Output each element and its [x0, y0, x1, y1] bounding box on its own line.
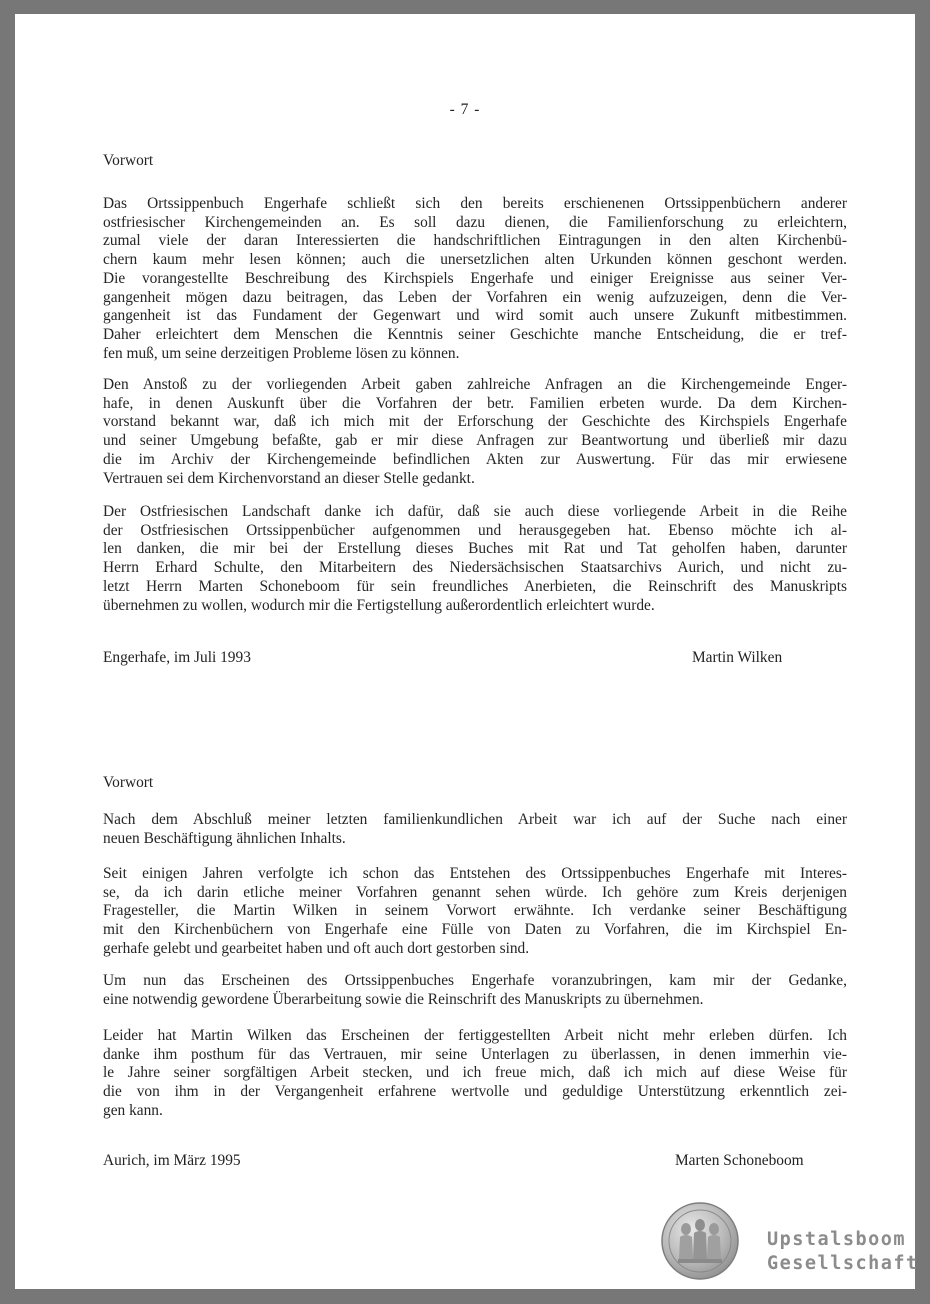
text-line: Leider hat Martin Wilken das Erscheinen der fertiggestellten Arbeit nicht mehr erleben dürfen. Ich	[103, 1027, 847, 1044]
section1-place-date: Engerhafe, im Juli 1993	[103, 649, 251, 666]
section1-signature: Martin Wilken	[692, 649, 783, 666]
text-line: se, da ich darin etliche meiner Vorfahren genannt sehen würde. Ich gehöre zum Kreis derjenigen	[103, 883, 847, 901]
section2-place-date: Aurich, im März 1995	[103, 1152, 241, 1169]
text-line: hafe, in denen Auskunft über die Vorfahren der betr. Familien erbeten wurde. Da dem Kirchen-	[103, 394, 847, 412]
text-line: letzt Herrn Marten Schoneboom für sein freundliches Anerbieten, die Reinschrift des Manuskripts	[103, 577, 847, 595]
text-line: der Ostfriesischen Ortssippenbücher aufgenommen und herausgegeben hat. Ebenso möchte ich al-	[103, 521, 847, 539]
text-line: gen kann.	[103, 1101, 163, 1119]
text-line: le Jahre seiner sorgfältigen Arbeit stecken, und ich freue mich, daß ich mich auf diese Weise für	[103, 1064, 847, 1082]
section1-body-3	[103, 503, 847, 615]
text-line: len danken, die mir bei der Erstellung dieses Buches mit Rat und Tat geholfen haben, darunter	[103, 540, 847, 558]
text-line: gangenheit ist das Fundament der Gegenwart und wird somit auch unsere Zukunft mitbestimmen.	[103, 307, 847, 325]
text-line: chern kaum mehr lesen können; auch die unersetzlichen alten Urkunden können geschont werden.	[103, 251, 847, 269]
section2-body-3	[103, 972, 847, 1009]
text-line: eine notwendig gewordene Überarbeitung sowie die Reinschrift des Manuskripts zu übernehmen.	[103, 990, 704, 1008]
section1-heading: Vorwort	[103, 152, 154, 169]
text-line: Die vorangestellte Beschreibung des Kirchspiels Engerhafe und einiger Ereignisse aus seiner Ver-	[103, 269, 847, 287]
document-page	[15, 14, 919, 1289]
text-line: Daher erleichtert dem Menschen die Kenntnis seiner Geschichte manche Entscheidung, die er tref-	[103, 325, 847, 343]
section2-paragraph-1	[103, 811, 847, 848]
text-line: Um nun das Erscheinen des Ortssippenbuches Engerhafe voranzubringen, kam mir der Gedanke,	[103, 972, 847, 989]
brand-line-1: Upstalsboom	[767, 1229, 907, 1250]
brand-line-2: Gesellschaft	[767, 1253, 919, 1274]
text-line: und seiner Umgebung befaßte, gab er mir diese Anfragen zur Beantwortung und überließ mir dazu	[103, 432, 847, 450]
section2-signature: Marten Schoneboom	[675, 1152, 804, 1169]
text-line: Fragesteller, die Martin Wilken in seinem Vorwort erwähnte. Ich verdanke seiner Beschäftigung	[103, 902, 847, 920]
section2-body-2	[103, 865, 847, 959]
page-number: - 7 -	[449, 101, 481, 118]
text-line: neuen Beschäftigung ähnlichen Inhalts.	[103, 829, 346, 847]
seal-emblem	[660, 1201, 740, 1281]
text-line: mit den Kirchenbüchern von Engerhafe eine Fülle von Daten zu Vorfahren, die im Kirchspiel En-	[103, 921, 847, 939]
text-line: die von ihm in der Vergangenheit erfahrene wertvolle und geduldige Unterstützung erkenntlich zei-	[103, 1083, 847, 1101]
section2-paragraph-2	[103, 865, 847, 959]
section1-paragraph-3	[103, 503, 847, 615]
text-line: Vertrauen sei dem Kirchenvorstand an dieser Stelle gedankt.	[103, 469, 475, 487]
text-line: Das Ortssippenbuch Engerhafe schließt sich den bereits erschienenen Ortssippenbüchern anderer	[103, 195, 847, 212]
text-line: Nach dem Abschluß meiner letzten familienkundlichen Arbeit war ich auf der Suche nach einer	[103, 811, 847, 828]
section2-paragraph-4	[103, 1027, 847, 1121]
section2-body-4	[103, 1027, 847, 1121]
section1-body-2	[103, 376, 847, 488]
text-line: danke ihm posthum für das Vertrauen, mir seine Unterlagen zu überlassen, in denen immerhin vie-	[103, 1045, 847, 1063]
text-line: Seit einigen Jahren verfolgte ich schon das Entstehen des Ortssippenbuches Engerhafe mit Interes-	[103, 865, 847, 882]
section1-paragraph-2	[103, 376, 847, 488]
text-line: gerhafe gelebt und gearbeitet haben und oft auch dort gestorben sind.	[103, 939, 530, 957]
text-line: die im Archiv der Kirchengemeinde befindlichen Akten zur Auswertung. Für das mir erwiesene	[103, 450, 847, 468]
section1-body	[103, 195, 847, 363]
section2-body-1	[103, 811, 847, 848]
brand-wordmark	[767, 1228, 919, 1276]
text-line: fen muß, um seine derzeitigen Probleme lösen zu können.	[103, 344, 460, 362]
section2-heading: Vorwort	[103, 774, 154, 791]
text-line: Der Ostfriesischen Landschaft danke ich dafür, daß sie auch diese vorliegende Arbeit in die Reihe	[103, 503, 847, 520]
text-line: Den Anstoß zu der vorliegenden Arbeit gaben zahlreiche Anfragen an die Kirchengemeinde Enger-	[103, 376, 847, 393]
text-line: ostfriesischer Kirchengemeinden an. Es soll dazu dienen, die Familienforschung zu erleichtern,	[103, 213, 847, 231]
text-line: gangenheit mögen dazu beitragen, das Leben der Vorfahren ein wenig aufzuzeigen, denn die Ver-	[103, 288, 847, 306]
section1-paragraph-1	[103, 195, 847, 363]
text-line: vorstand bekannt war, daß ich mich mit der Erforschung der Geschichte des Kirchspiels Engerhafe	[103, 413, 847, 431]
text-line: übernehmen zu wollen, wodurch mir die Fertigstellung außerordentlich erleichtert wurde.	[103, 596, 655, 614]
text-line: Herrn Erhard Schulte, den Mitarbeitern des Niedersächsischen Staatsarchivs Aurich, und nicht zu-	[103, 559, 847, 577]
text-line: zumal viele der daran Interessierten die handschriftlichen Eintragungen in den alten Kirchenbü-	[103, 232, 847, 250]
section2-paragraph-3	[103, 972, 847, 1009]
